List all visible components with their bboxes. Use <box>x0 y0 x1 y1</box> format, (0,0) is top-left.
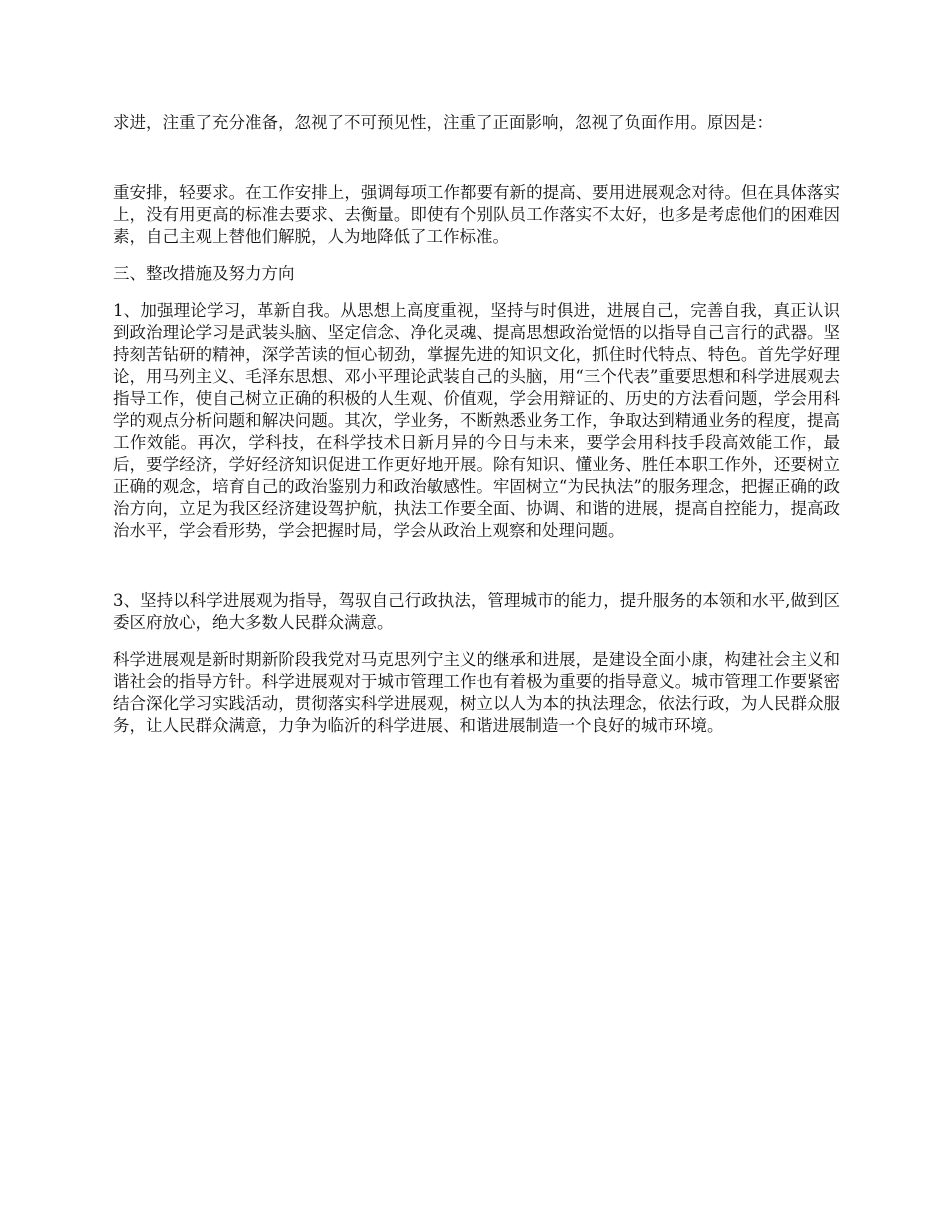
paragraph-theory-study: 1、加强理论学习，革新自我。从思想上高度重视，坚持与时俱进，进展自己，完善自我，真正认识到政治理论学习是武装头脑、坚定信念、净化灵魂、提高思想政治觉悟的以指导自己言行的武器。坚持刻苦钻研的精神，深学苦读的恒心韧劲，掌握先进的知识文化，抓住时代特点、特色。首先学好理论，用马列主义、毛泽东思想、邓小平理论武装自己的头脑，用“三个代表”重要思想和科学进展观去指导工作，使自己树立正确的积极的人生观、价值观，学会用辩证的、历史的方法看问题，学会用科学的观点分析问题和解决问题。其次，学业务，不断熟悉业务工作，争取达到精通业务的程度，提高工作效能。再次，学科技，在科学技术日新月异的今日与未来，要学会用科技手段高效能工作，最后，要学经济，学好经济知识促进工作更好地开展。除有知识、懂业务、胜任本职工作外，还要树立正确的观念，培育自己的政治鉴别力和政治敏感性。牢固树立“为民执法”的服务理念，把握正确的政治方向，立足为我区经济建设驾护航，执法工作要全面、协调、和谐的进展，提高自控能力，提高政治水平，学会看形势，学会把握时局，学会从政治上观察和处理问题。 <box>113 301 840 540</box>
paragraph-reason-intro: 求进，注重了充分准备，忽视了不可预见性，注重了正面影响，忽视了负面作用。原因是： <box>113 113 773 132</box>
section-heading-rectification: 三、整改措施及努力方向 <box>113 264 295 283</box>
paragraph-arrangement: 重安排，轻要求。在工作安排上，强调每项工作都要有新的提高、要用进展观念对待。但在具体落实上，没有用更高的标准去要求、去衡量。即使有个别队员工作落实不太好，也多是考虑他们的困难因素，自己主观上替他们解脱，人为地降低了工作标准。 <box>113 183 840 246</box>
paragraph-scientific-outlook: 科学进展观是新时期新阶段我党对马克思列宁主义的继承和进展，是建设全面小康，构建社会主义和谐社会的指导方针。科学进展观对于城市管理工作也有着极为重要的指导意义。城市管理工作要紧密结合深化学习实践活动，贯彻落实科学进展观，树立以人为本的执法理念，依法行政，为人民群众服务，让人民群众满意，力争为临沂的科学进展、和谐进展制造一个良好的城市环境。 <box>113 650 840 735</box>
document-body <box>113 112 840 752</box>
paragraph-scientific-development: 3、坚持以科学进展观为指导，驾驭自己行政执法，管理城市的能力，提升服务的本领和水平,做到区委区府放心，绝大多数人民群众满意。 <box>113 591 840 632</box>
